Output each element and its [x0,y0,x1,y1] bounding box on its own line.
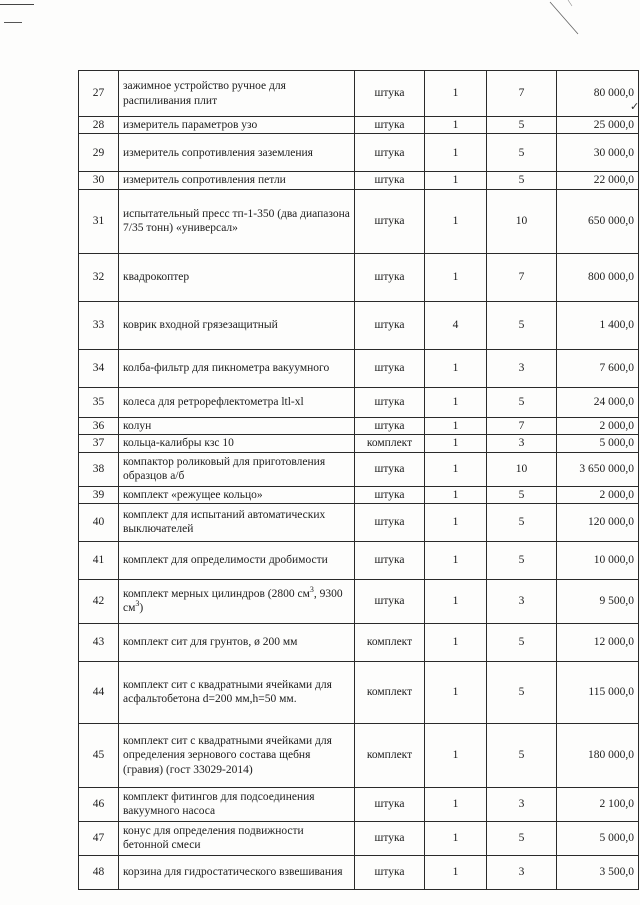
superscript: 3 [135,599,140,609]
row-number: 36 [79,417,119,434]
table-row [79,417,639,434]
quantity: 1 [425,723,487,787]
table-row [79,503,639,541]
unit-of-measure: комплект [355,723,425,787]
price: 30 000,0 [557,134,639,172]
row-number: 28 [79,117,119,134]
unit-of-measure: штука [355,349,425,387]
table-row [79,541,639,579]
row-number: 39 [79,486,119,503]
price: 2 000,0 [557,417,639,434]
service-life: 10 [487,452,557,486]
item-name: кольца-калибры кзс 10 [119,435,355,452]
service-life: 5 [487,301,557,349]
row-number: 45 [79,723,119,787]
item-name: испытательный пресс тп-1-350 (два диапазона 7/35 тонн) «универсал» [119,189,355,253]
service-life: 5 [487,134,557,172]
quantity: 1 [425,503,487,541]
unit-of-measure: штука [355,503,425,541]
row-number: 46 [79,787,119,821]
superscript: 3 [309,585,314,595]
price: 10 000,0 [557,541,639,579]
unit-of-measure: штука [355,541,425,579]
item-name: конус для определения подвижности бетонной смеси [119,821,355,855]
item-name-part: ) [139,602,144,615]
service-life: 5 [487,541,557,579]
quantity: 1 [425,172,487,189]
service-life: 7 [487,71,557,117]
service-life: 3 [487,855,557,889]
table-row [79,661,639,723]
table-row [79,787,639,821]
price: 3 500,0 [557,855,639,889]
quantity: 1 [425,787,487,821]
quantity: 1 [425,417,487,434]
table-row [79,821,639,855]
row-number: 30 [79,172,119,189]
table-row [79,253,639,301]
row-number: 47 [79,821,119,855]
price: 1 400,0 [557,301,639,349]
row-number: 38 [79,452,119,486]
unit-of-measure: штука [355,301,425,349]
table-row [79,452,639,486]
item-name: корзина для гидростатического взвешивания [119,855,355,889]
quantity: 1 [425,253,487,301]
service-life: 5 [487,486,557,503]
service-life: 5 [487,503,557,541]
price: 800 000,0 [557,253,639,301]
row-number: 41 [79,541,119,579]
price: 120 000,0 [557,503,639,541]
price: 80 000,0 [557,71,639,117]
item-name: измеритель сопротивления петли [119,172,355,189]
service-life: 10 [487,189,557,253]
unit-of-measure: штука [355,855,425,889]
unit-of-measure: комплект [355,435,425,452]
quantity: 1 [425,387,487,417]
price: 24 000,0 [557,387,639,417]
price: 3 650 000,0 [557,452,639,486]
table-row [79,71,639,117]
service-life: 5 [487,623,557,661]
table-row [79,579,639,623]
item-name: колба-фильтр для пикнометра вакуумного [119,349,355,387]
quantity: 4 [425,301,487,349]
price: 7 600,0 [557,349,639,387]
price: 650 000,0 [557,189,639,253]
item-name: комплект сит с квадратными ячейками для определения зернового состава щебня (гравия) (гост 33029-2014) [119,723,355,787]
quantity: 1 [425,623,487,661]
service-life: 5 [487,117,557,134]
item-name: колеса для ретрорефлектометра ltl-xl [119,387,355,417]
unit-of-measure: штука [355,253,425,301]
scan-mark [0,4,34,5]
quantity: 1 [425,486,487,503]
scan-mark [4,22,22,23]
service-life: 5 [487,172,557,189]
scan-mark [548,0,588,36]
table-row [79,723,639,787]
row-number: 34 [79,349,119,387]
price: 25 000,0 [557,117,639,134]
service-life: 3 [487,349,557,387]
unit-of-measure: штука [355,821,425,855]
unit-of-measure: штука [355,486,425,503]
quantity: 1 [425,855,487,889]
item-name-part: комплект мерных цилиндров (2800 см [123,588,310,600]
quantity: 1 [425,134,487,172]
item-name: комплект для испытаний автоматических выключателей [119,503,355,541]
unit-of-measure: штука [355,387,425,417]
item-name: коврик входной грязезащитный [119,301,355,349]
service-life: 5 [487,723,557,787]
item-name: квадрокоптер [119,253,355,301]
row-number: 32 [79,253,119,301]
price: 5 000,0 [557,821,639,855]
item-name: комплект сит с квадратными ячейками для асфальтобетона d=200 мм,h=50 мм. [119,661,355,723]
table-row [79,855,639,889]
table-row [79,387,639,417]
row-number: 37 [79,435,119,452]
price: 180 000,0 [557,723,639,787]
row-number: 40 [79,503,119,541]
table-row [79,486,639,503]
service-life: 5 [487,387,557,417]
table-row [79,623,639,661]
quantity: 1 [425,71,487,117]
table-row [79,301,639,349]
service-life: 7 [487,253,557,301]
item-name [119,579,355,623]
service-life: 3 [487,435,557,452]
service-life: 3 [487,787,557,821]
item-name: комплект для определимости дробимости [119,541,355,579]
row-number: 48 [79,855,119,889]
unit-of-measure: штука [355,134,425,172]
price: 2 100,0 [557,787,639,821]
price: 115 000,0 [557,661,639,723]
row-number: 42 [79,579,119,623]
item-name-part: , 9300 см [123,588,343,615]
quantity: 1 [425,541,487,579]
quantity: 1 [425,661,487,723]
unit-of-measure: штука [355,417,425,434]
price: 9 500,0 [557,579,639,623]
row-number: 33 [79,301,119,349]
row-number: 29 [79,134,119,172]
table-row [79,349,639,387]
table-row [79,435,639,452]
quantity: 1 [425,821,487,855]
unit-of-measure: штука [355,579,425,623]
row-number: 27 [79,71,119,117]
row-number: 44 [79,661,119,723]
unit-of-measure: штука [355,787,425,821]
item-name: колун [119,417,355,434]
quantity: 1 [425,452,487,486]
price: 12 000,0 [557,623,639,661]
table-row [79,172,639,189]
item-name: компактор роликовый для приготовления образцов а/б [119,452,355,486]
row-number: 31 [79,189,119,253]
quantity: 1 [425,579,487,623]
table-row [79,117,639,134]
unit-of-measure: штука [355,452,425,486]
item-name: измеритель сопротивления заземления [119,134,355,172]
table-row [79,134,639,172]
quantity: 1 [425,189,487,253]
quantity: 1 [425,117,487,134]
row-number: 43 [79,623,119,661]
item-name: комплект фитингов для подсоединения вакуумного насоса [119,787,355,821]
service-life: 7 [487,417,557,434]
unit-of-measure: комплект [355,661,425,723]
price: 22 000,0 [557,172,639,189]
handwritten-tick: ✓ [630,101,640,113]
item-name: комплект сит для грунтов, ø 200 мм [119,623,355,661]
unit-of-measure: штука [355,117,425,134]
row-number: 35 [79,387,119,417]
service-life: 5 [487,661,557,723]
price: 5 000,0 [557,435,639,452]
unit-of-measure: штука [355,71,425,117]
price: 2 000,0 [557,486,639,503]
equipment-table [78,70,639,890]
service-life: 5 [487,821,557,855]
unit-of-measure: штука [355,172,425,189]
unit-of-measure: штука [355,189,425,253]
unit-of-measure: комплект [355,623,425,661]
item-name: измеритель параметров узо [119,117,355,134]
table-row [79,189,639,253]
item-name: зажимное устройство ручное для распиливания плит [119,71,355,117]
quantity: 1 [425,435,487,452]
quantity: 1 [425,349,487,387]
service-life: 3 [487,579,557,623]
item-name: комплект «режущее кольцо» [119,486,355,503]
